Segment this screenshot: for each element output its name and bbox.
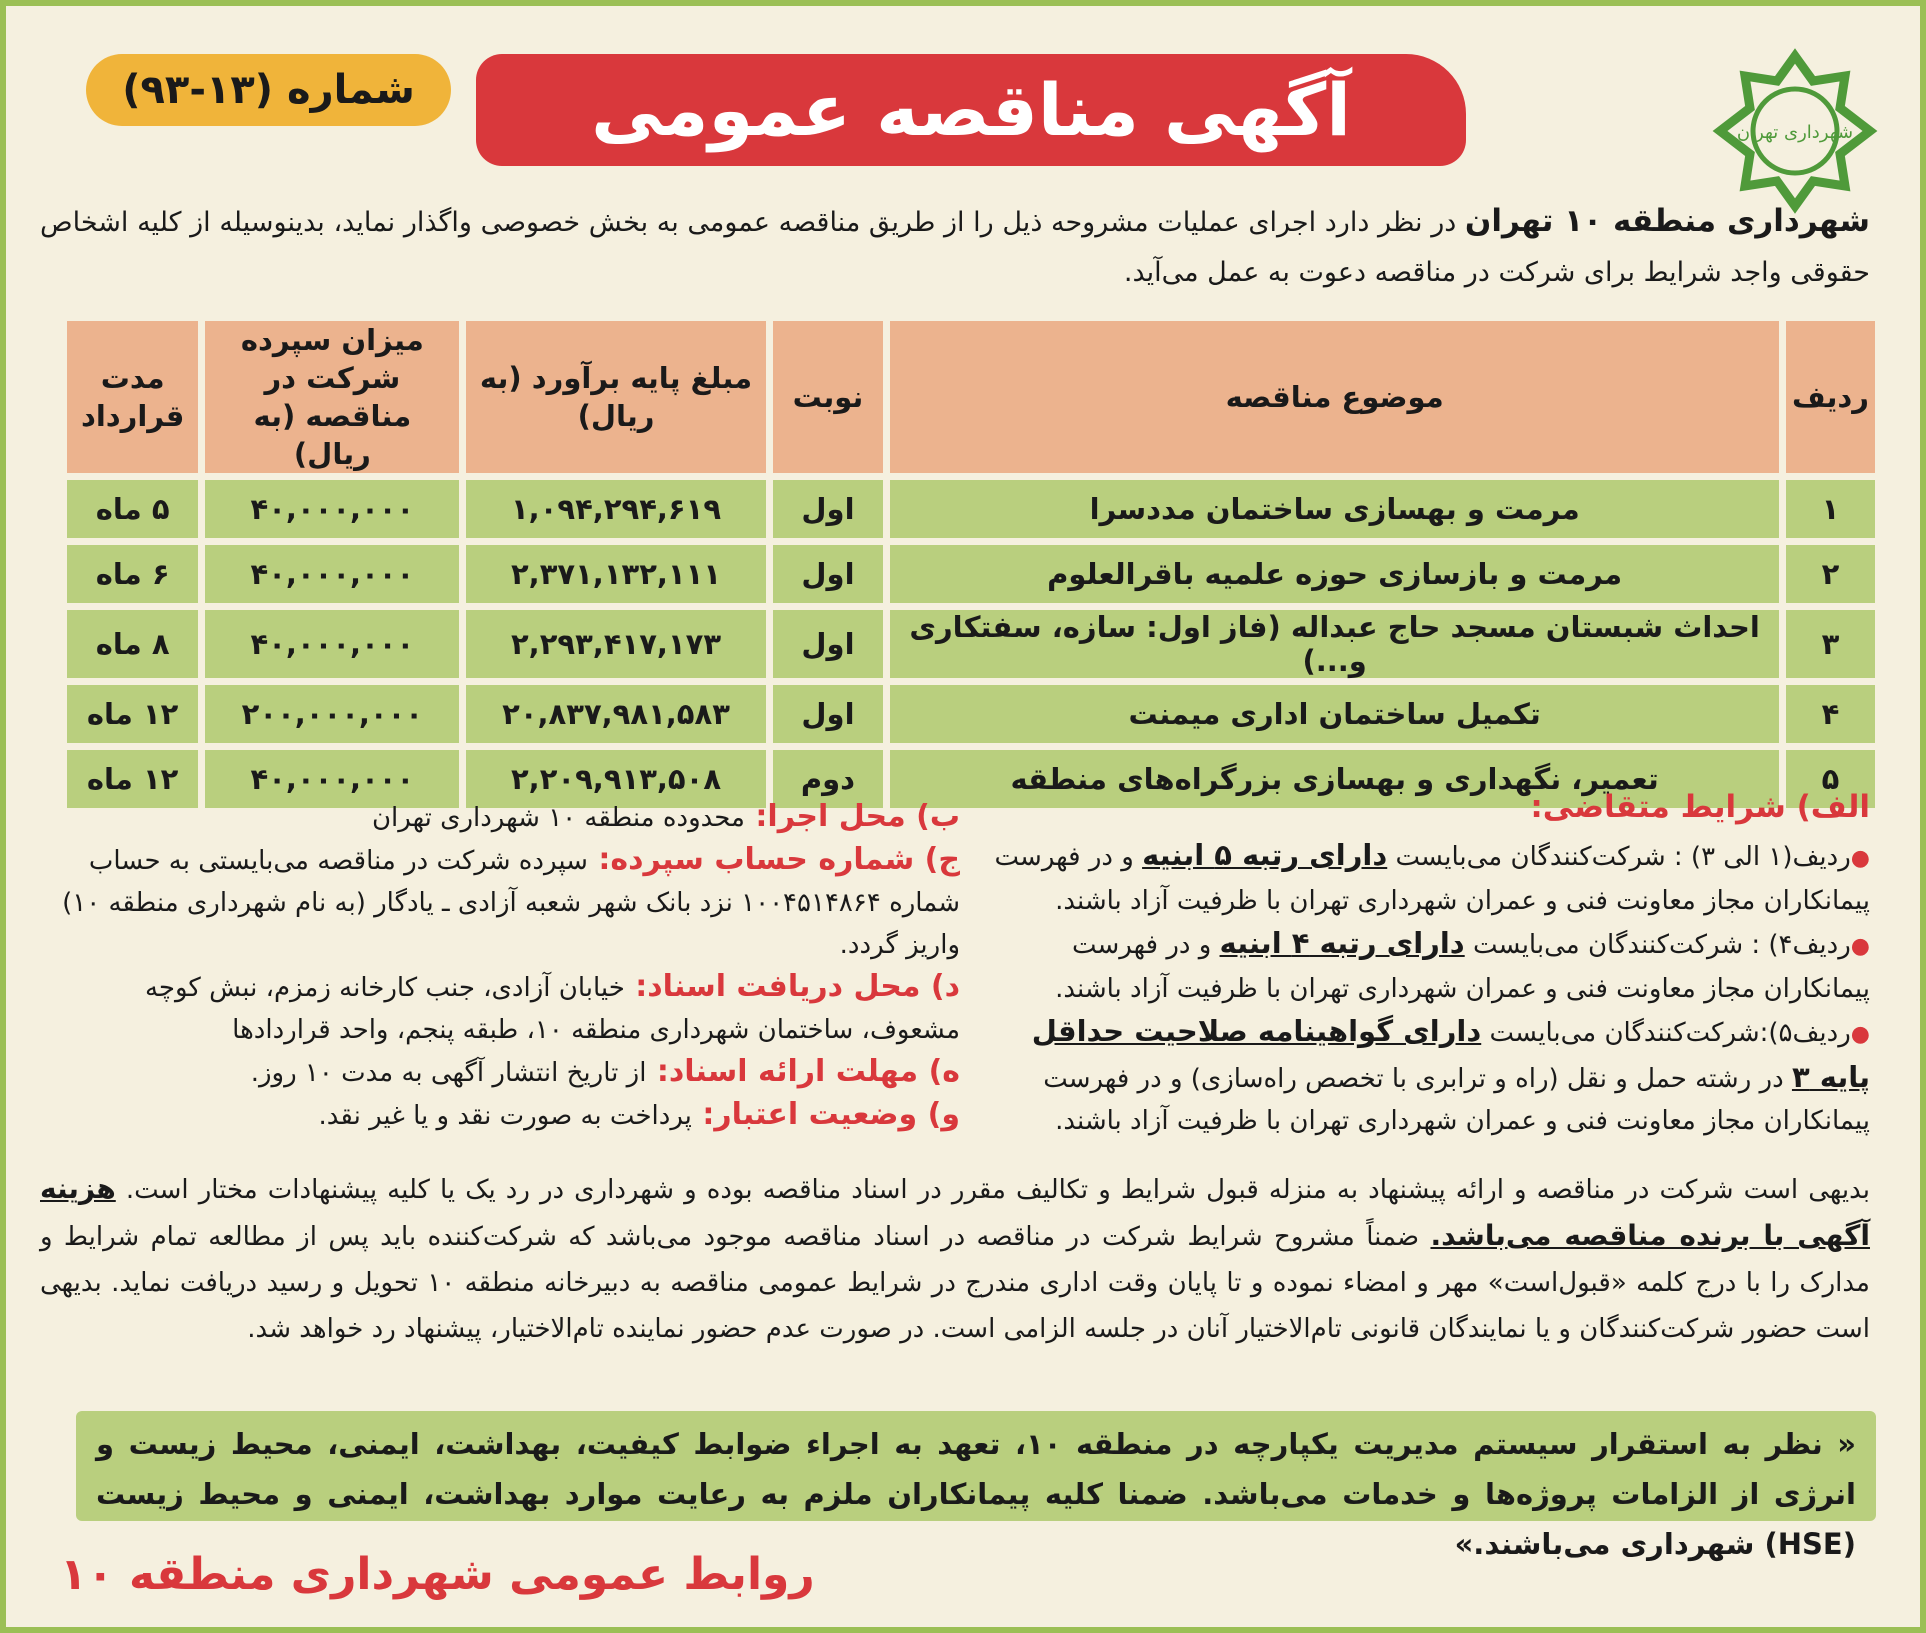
detail-location: ب) محل اجرا: محدوده منطقه ۱۰ شهرداری تهران	[371, 799, 960, 834]
cell-base-amount: ۲,۲۰۹,۹۱۳,۵۰۸	[466, 750, 765, 808]
cell-duration: ۵ ماه	[67, 480, 198, 538]
footer-public-relations: روابط عمومی شهرداری منطقه ۱۰	[60, 1549, 815, 1600]
applicant-conditions	[990, 786, 1870, 1142]
table-row	[67, 480, 1875, 538]
table-header-row	[67, 321, 1875, 473]
condition-suffix: در رشته حمل و نقل (راه و ترابری با تخصص راه‌سازی) و در فهرست پیمانکاران مجاز معاونت فنی و عمران شهرداری تهران با ظرفیت آزاد باشند.	[1043, 1064, 1870, 1136]
cell-base-amount: ۱,۰۹۴,۲۹۴,۶۱۹	[466, 480, 765, 538]
cell-row-number: ۳	[1786, 610, 1875, 678]
cell-subject: تکمیل ساختمان اداری میمنت	[890, 685, 1779, 743]
table-row	[67, 545, 1875, 603]
cell-subject: مرمت و بهسازی ساختمان مددسرا	[890, 480, 1779, 538]
cell-duration: ۱۲ ماه	[67, 685, 198, 743]
number-badge	[86, 54, 451, 126]
intro-text: در نظر دارد اجرای عملیات مشروحه ذیل را از طریق مناقصه عمومی به بخش خصوصی واگذار نماید، بدینوسیله از کلیه اشخاص حقوقی واجد شرایط برای شرکت در مناقصه دعوت به عمل می‌آید.	[40, 207, 1870, 288]
cell-deposit: ۴۰,۰۰۰,۰۰۰	[205, 545, 459, 603]
header-duration: مدت قرارداد	[67, 321, 198, 473]
cell-duration: ۸ ماه	[67, 610, 198, 678]
condition-prefix: ردیف۵):شرکت‌کنندگان می‌بایست	[1481, 1018, 1851, 1048]
cell-deposit: ۴۰,۰۰۰,۰۰۰	[205, 480, 459, 538]
closing-text: ضمناً مشروح شرایط شرکت در مناقصه در اسناد مناقصه موجود می‌باشد که شرکت‌کننده باید پس از مطالعه تمام شرایط و مدارک را با درج کلمه «قبول‌است» مهر و امضاء نموده و تا پایان وقت اداری مندرج در شرایط عمومی مناقصه به دبیرخانه منطقه ۱۰ تحویل و رسید دریافت نماید. بدیهی است حضور شرکت‌کنندگان و یا نمایندگان قانونی تام‌الاختیار آنان در جلسه الزامی است. در صورت عدم حضور نماینده تام‌الاختیار، پیشنهاد رد خواهد شد.	[40, 1222, 1870, 1344]
cell-row-number: ۲	[1786, 545, 1875, 603]
bullet-icon: ●	[1850, 846, 1870, 871]
cell-turn: اول	[773, 610, 884, 678]
conditions-heading: الف) شرایط متقاضی:	[1530, 789, 1870, 825]
condition-item	[990, 922, 1870, 1010]
header-base-amount: مبلغ پایه برآورد (به ریال)	[466, 321, 765, 473]
closing-text: بدیهی است شرکت در مناقصه و ارائه پیشنهاد به منزله قبول شرایط و تکالیف مقرر در اسناد مناقصه بوده و شهرداری در رد یک یا کلیه پیشنهادات مختار است.	[115, 1175, 1870, 1205]
cell-subject: مرمت و بازسازی حوزه علمیه باقرالعلوم	[890, 545, 1779, 603]
detail-deadline: ه) مهلت ارائه اسناد: از تاریخ انتشار آگهی به مدت ۱۰ روز.	[250, 1054, 960, 1089]
cell-turn: اول	[773, 545, 884, 603]
header-turn: نوبت	[773, 321, 884, 473]
cell-subject: احداث شبستان مسجد حاج عبداله (فاز اول: سازه، سفتکاری و...)	[890, 610, 1779, 678]
detail-deposit-account: ج) شماره حساب سپرده: سپرده شرکت در مناقصه می‌بایستی به حساب شماره ۱۰۰۴۵۱۴۸۶۴ نزد بانک شهر شعبه آزادی ـ یادگار (به نام شهرداری منطقه ۱۰) واریز گردد.	[62, 842, 960, 960]
condition-item	[990, 1010, 1870, 1142]
cell-deposit: ۲۰۰,۰۰۰,۰۰۰	[205, 685, 459, 743]
detail-document-pickup: د) محل دریافت اسناد: خیابان آزادی، جنب کارخانه زمزم، نبش کوچه مشعوف، ساختمان شهرداری منطقه ۱۰، طبقه پنجم، واحد قراردادها	[144, 969, 960, 1045]
svg-text:شهرداری تهران: شهرداری تهران	[1736, 122, 1854, 143]
tehran-municipality-logo	[1710, 46, 1880, 216]
cell-base-amount: ۲۰,۸۳۷,۹۸۱,۵۸۳	[466, 685, 765, 743]
cell-base-amount: ۲,۲۹۳,۴۱۷,۱۷۳	[466, 610, 765, 678]
detail-credit-status: و) وضعیت اعتبار: پرداخت به صورت نقد و یا غیر نقد.	[318, 1097, 960, 1132]
cell-turn: اول	[773, 685, 884, 743]
cell-row-number: ۱	[1786, 480, 1875, 538]
cell-turn: دوم	[773, 750, 884, 808]
table-row	[67, 685, 1875, 743]
title-banner	[476, 54, 1466, 166]
cell-deposit: ۴۰,۰۰۰,۰۰۰	[205, 610, 459, 678]
cell-turn: اول	[773, 480, 884, 538]
bullet-icon: ●	[1850, 1022, 1870, 1047]
header-subject: موضوع مناقصه	[890, 321, 1779, 473]
condition-emphasis: دارای رتبه ۴ ابنیه	[1219, 926, 1465, 960]
page-title: آگهی مناقصه عمومی	[591, 68, 1351, 152]
table-row	[67, 610, 1875, 678]
header-row-number: ردیف	[1786, 321, 1875, 473]
closing-paragraph	[40, 1166, 1870, 1352]
condition-emphasis: دارای رتبه ۵ ابنیه	[1142, 838, 1388, 872]
cell-base-amount: ۲,۳۷۱,۱۳۲,۱۱۱	[466, 545, 765, 603]
tender-table	[60, 314, 1882, 815]
cell-duration: ۶ ماه	[67, 545, 198, 603]
cell-duration: ۱۲ ماه	[67, 750, 198, 808]
bullet-icon: ●	[1850, 934, 1870, 959]
condition-item	[990, 834, 1870, 922]
condition-suffix: و در فهرست پیمانکاران مجاز معاونت فنی و عمران شهرداری تهران با ظرفیت آزاد باشند.	[1055, 930, 1870, 1004]
condition-suffix: و در فهرست پیمانکاران مجاز معاونت فنی و عمران شهرداری تهران با ظرفیت آزاد باشند.	[994, 842, 1870, 916]
condition-prefix: ردیف۴) : شرکت‌کنندگان می‌بایست	[1464, 930, 1851, 960]
intro-org: شهرداری منطقه ۱۰ تهران	[1464, 203, 1870, 239]
header-deposit: میزان سپرده شرکت در مناقصه (به ریال)	[205, 321, 459, 473]
hse-notice: « نظر به استقرار سیستم مدیریت یکپارچه در منطقه ۱۰، تعهد به اجراء ضوابط کیفیت، بهداشت، ایمنی، محیط زیست و انرژی از الزامات پروژه‌ها و خدمات می‌باشد. ضمنا کلیه پیمانکاران ملزم به رعایت موارد بهداشت، ایمنی و محیط زیست (HSE) شهرداری می‌باشند.»	[76, 1411, 1876, 1521]
condition-prefix: ردیف(۱ الی ۳) : شرکت‌کنندگان می‌بایست	[1387, 842, 1851, 872]
cell-subject: تعمیر، نگهداری و بهسازی بزرگراه‌های منطقه	[890, 750, 1779, 808]
closing-emphasis: هزینه آگهی با برنده مناقصه می‌باشد.	[40, 1172, 1870, 1252]
cell-row-number: ۵	[1786, 750, 1875, 808]
cell-row-number: ۴	[1786, 685, 1875, 743]
intro-paragraph	[40, 196, 1870, 298]
tender-details	[60, 796, 960, 1137]
cell-deposit: ۴۰,۰۰۰,۰۰۰	[205, 750, 459, 808]
condition-emphasis: دارای گواهینامه صلاحیت حداقل پایه ۳	[1031, 1014, 1870, 1094]
tender-number: شماره (۱۳-۹۳)	[122, 67, 415, 113]
